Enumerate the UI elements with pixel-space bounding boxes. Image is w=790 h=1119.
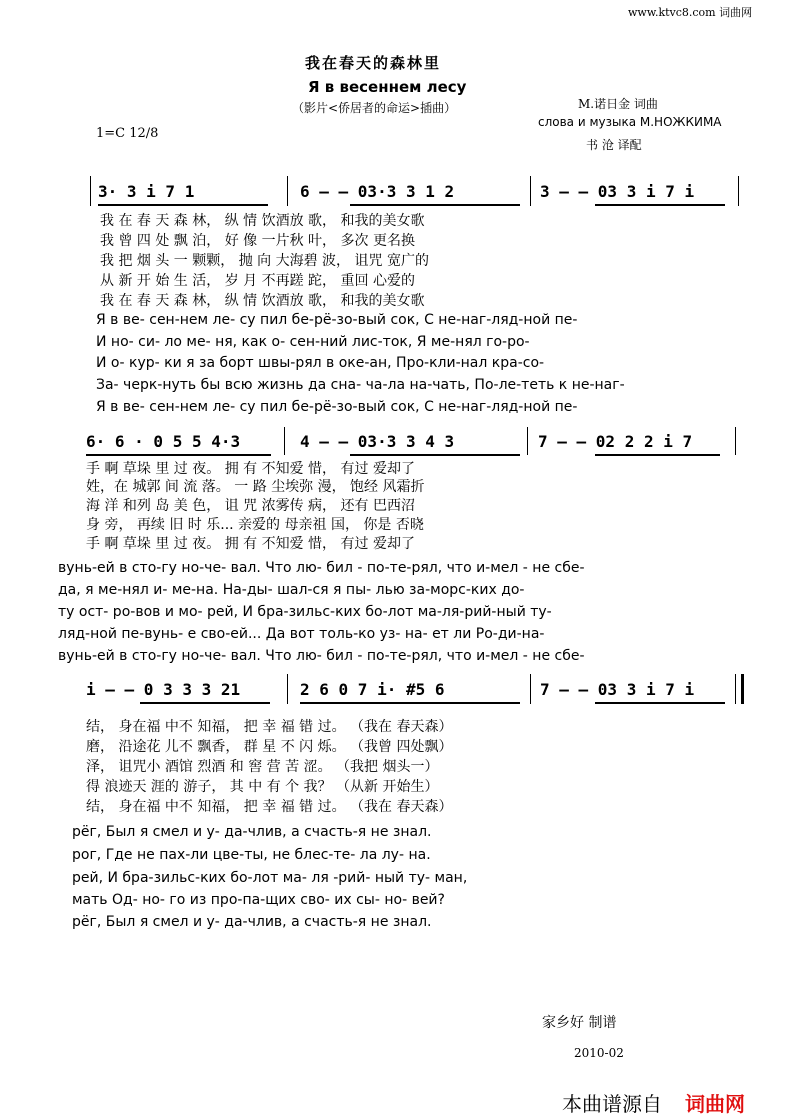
lyric-cn-verse-1: 手 啊 草垛 里 过 夜。 拥 有 不知爱 惜， 有过 爱却了 xyxy=(86,461,415,477)
brand-logo[interactable]: 词曲网 xyxy=(685,1092,745,1116)
source-label: 本曲谱源自 xyxy=(562,1092,662,1116)
lyric-ru-verse-2: рог, Где не пах-ли цве-ты, не блес-те- ла лу- на. xyxy=(72,847,431,863)
barline xyxy=(735,674,736,704)
lyric-ru-verse-5: Я в ве- сен-нем ле- су пил бе-рё-зо-вый сок, С не-наг-ляд-ной пе- xyxy=(96,399,578,415)
lyric-cn-verse-4: 身 旁， 再续 旧 时 乐... 亲爱的 母亲祖 国， 你是 否晓 xyxy=(86,517,424,533)
beam xyxy=(140,702,270,704)
measure-notes: 3· 3 i 7 1 xyxy=(98,182,195,201)
lyric-ru-verse-5: вунь-ей в сто-гу но-че- вал. Что лю- бил - по-те-рял, что и-мел - не сбе- xyxy=(58,648,585,664)
measure-notes: 6· 6 · 0 5 5 4·3 xyxy=(86,432,241,451)
lyric-ru-verse-2: И но- си- ло ме- ня, как о- сен-ний лис-ток, Я ме-нял го-ро- xyxy=(96,334,530,350)
lyric-ru-verse-1: вунь-ей в сто-гу но-че- вал. Что лю- бил - по-те-рял, что и-мел - не сбе- xyxy=(58,560,585,576)
lyric-cn-verse-3: 海 洋 和列 岛 美 色， 诅 咒 浓雾传 病， 还有 巴西沼 xyxy=(86,498,415,514)
measure-notes: 4 – – 03·3 3 4 3 xyxy=(300,432,455,451)
barline xyxy=(530,176,531,206)
measure-notes: 7 – – 02 2 2 i 7 xyxy=(538,432,693,451)
beam xyxy=(350,454,520,456)
key-signature: 1=C 12/8 xyxy=(96,126,159,141)
beam xyxy=(595,702,725,704)
lyric-cn-verse-2: 姓，在 城郭 间 流 落。 一 路 尘埃弥 漫， 饱经 风霜折 xyxy=(86,479,425,495)
lyric-ru-verse-1: Я в ве- сен-нем ле- су пил бе-рё-зо-вый сок, С не-наг-ляд-ной пе- xyxy=(96,312,578,328)
title-russian: Я в весеннем лесу xyxy=(308,78,467,96)
lyric-ru-verse-4: За- черк-нуть бы всю жизнь да сна- ча-ла на-чать, По-ле-теть к не-наг- xyxy=(96,377,625,393)
credit-chinese: M.诺日金 词曲 xyxy=(578,97,658,111)
barline xyxy=(735,427,736,455)
lyric-ru-verse-4: ляд-ной пе-вунь- е сво-ей... Да вот толь-ко уз- на- ет ли Ро-ди-на- xyxy=(58,626,545,642)
measure-notes: 6 – – 03·3 3 1 2 xyxy=(300,182,455,201)
final-barline xyxy=(741,674,744,704)
lyric-cn-verse-1: 我 在 春 天 森 林， 纵 情 饮酒放 歌， 和我的美女歌 xyxy=(100,213,425,229)
lyric-cn-verse-3: 泽， 诅咒小 酒馆 烈酒 和 窖 营 苦 涩。 （我把 烟头一） xyxy=(86,759,439,775)
lyric-cn-verse-4: 得 浪迹天 涯的 游子， 其 中 有 个 我？ （从新 开始生） xyxy=(86,779,439,795)
lyric-ru-verse-3: И о- кур- ки я за борт швы-рял в оке-ан, Про-кли-нал кра-со- xyxy=(96,355,545,371)
lyric-ru-verse-3: ту ост- ро-вов и мо- рей, И бра-зильс-ких бо-лот ма-ля-рий-ный ту- xyxy=(58,604,552,620)
measure-notes: i – – 0 3 3 3 21 xyxy=(86,680,241,699)
maker-credit: 家乡好 制谱 xyxy=(542,1015,617,1031)
lyric-cn-verse-5: 我 在 春 天 森 林， 纵 情 饮酒放 歌， 和我的美女歌 xyxy=(100,293,425,309)
beam xyxy=(98,204,268,206)
beam xyxy=(350,204,520,206)
measure-notes: 3 – – 03 3 i 7 i xyxy=(540,182,695,201)
beam xyxy=(595,454,720,456)
measure-notes: 2 6 0 7 i· #5 6 xyxy=(300,680,445,699)
beam xyxy=(595,204,725,206)
lyric-ru-verse-4: мать Од- но- го из про-па-щих сво- их сы- но- вей? xyxy=(72,892,445,908)
lyric-cn-verse-2: 磨， 沿途花 儿不 飘香， 群 星 不 闪 烁。 （我曾 四处飘） xyxy=(86,739,453,755)
credit-russian: слова и музыка М.НОЖКИМА xyxy=(538,115,722,129)
barline xyxy=(90,176,91,206)
site-url[interactable]: www.ktvc8.com 词曲网 xyxy=(628,6,753,19)
lyric-cn-verse-5: 结， 身在福 中不 知福， 把 幸 福 错 过。 （我在 春天森） xyxy=(86,799,453,815)
barline xyxy=(738,176,739,206)
barline xyxy=(284,427,285,455)
barline xyxy=(530,674,531,704)
lyric-cn-verse-1: 结， 身在福 中不 知福， 把 幸 福 错 过。 （我在 春天森） xyxy=(86,719,453,735)
beam xyxy=(86,454,271,456)
subtitle: （影片<侨居者的命运>插曲） xyxy=(292,101,457,115)
beam xyxy=(300,702,520,704)
lyric-ru-verse-3: рей, И бра-зильс-ких бо-лот ма- ля -рий- ный ту- ман, xyxy=(72,870,468,886)
lyric-cn-verse-2: 我 曾 四 处 飘 泊， 好 像 一片秋 叶， 多次 更名换 xyxy=(100,233,415,249)
lyric-cn-verse-3: 我 把 烟 头 一 颗颗， 抛 向 大海碧 波， 诅咒 宽广的 xyxy=(100,253,429,269)
measure-notes: 7 – – 03 3 i 7 i xyxy=(540,680,695,699)
lyric-ru-verse-1: рёг, Был я смел и у- да-члив, а счасть-я не знал. xyxy=(72,824,432,840)
lyric-ru-verse-2: да, я ме-нял и- ме-на. На-ды- шал-ся я пы- лью за-морс-ких до- xyxy=(58,582,525,598)
date: 2010-02 xyxy=(574,1046,624,1060)
barline xyxy=(287,176,288,206)
lyric-cn-verse-4: 从 新 开 始 生 活， 岁 月 不再蹉 跎， 重回 心爱的 xyxy=(100,273,415,289)
barline xyxy=(287,674,288,704)
lyric-ru-verse-5: рёг, Был я смел и у- да-члив, а счасть-я не знал. xyxy=(72,914,432,930)
translator-credit: 书 沧 译配 xyxy=(586,138,642,152)
barline xyxy=(527,427,528,455)
title-chinese: 我在春天的森林里 xyxy=(305,54,442,72)
lyric-cn-verse-5: 手 啊 草垛 里 过 夜。 拥 有 不知爱 惜， 有过 爱却了 xyxy=(86,536,415,552)
